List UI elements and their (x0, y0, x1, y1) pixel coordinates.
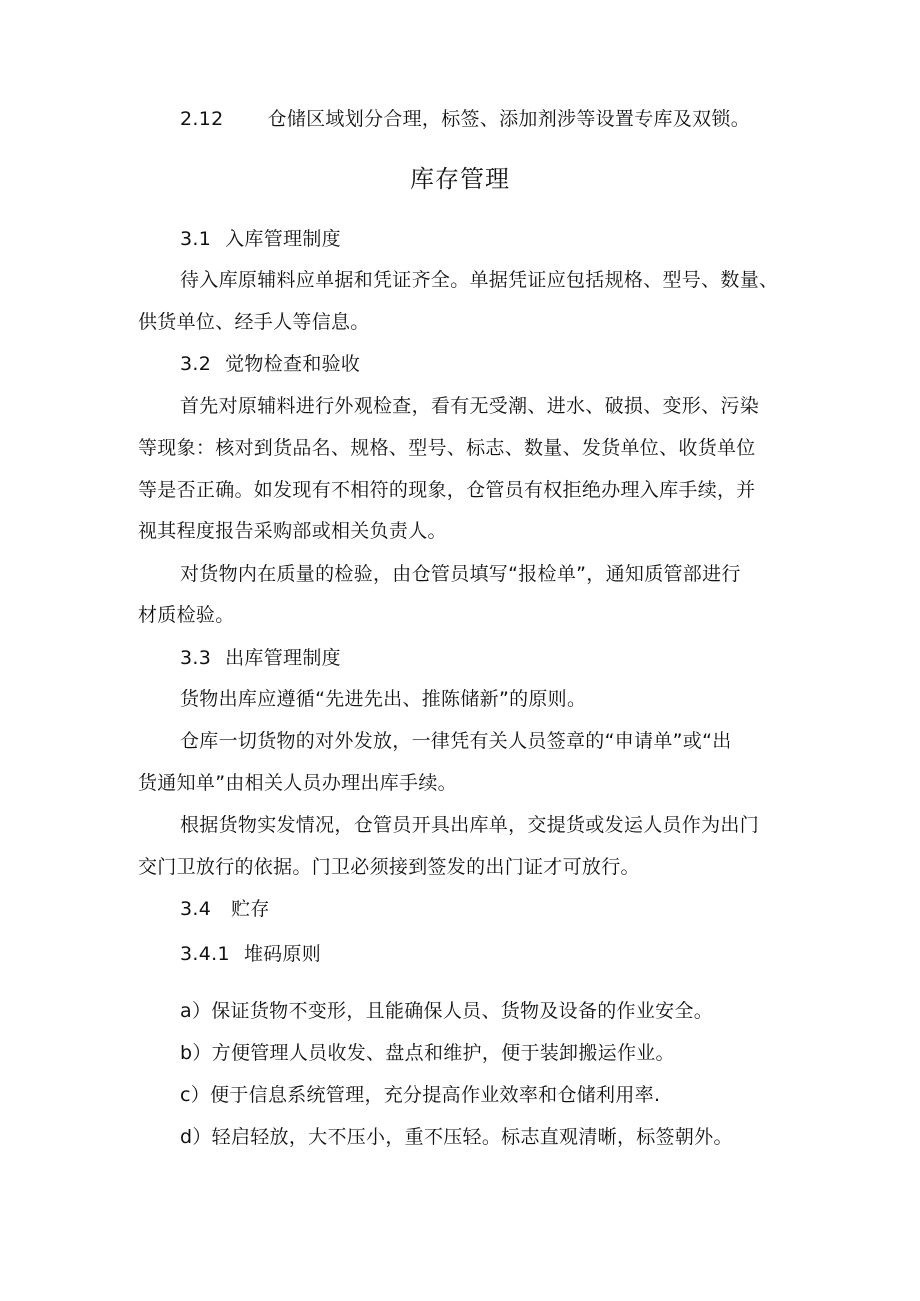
list-item: b）方便管理人员收发、盘点和维护，便于装卸搬运作业。 (180, 1042, 675, 1064)
paragraph-line: 货物出库应遵循“先进先出、推陈储新”的原则。 (180, 688, 587, 710)
list-item: c）便于信息系统管理，充分提高作业效率和仓储利用率. (180, 1084, 661, 1106)
clause-2-12 (180, 107, 750, 131)
section-title: 库存管理 (410, 165, 510, 193)
paragraph-line: 待入库原辅料应单据和凭证齐全。单据凭证应包括规格、型号、数量、 (180, 269, 779, 291)
heading-3-2 (180, 352, 360, 376)
heading-text: 觉物检查和验收 (225, 353, 361, 375)
paragraph-line: 供货单位、经手人等信息。 (138, 311, 370, 333)
heading-3-1 (180, 227, 341, 251)
paragraph-line: 材质检验。 (138, 604, 235, 626)
heading-text: 出库管理制度 (225, 647, 341, 669)
paragraph-line: 等现象：核对到货品名、规格、型号、标志、数量、发货单位、收货单位 (138, 437, 756, 459)
paragraph-line: 等是否正确。如发现有不相符的现象，仓管员有权拒绝办理入库手续，并 (138, 479, 756, 501)
heading-number: 3.1 (180, 228, 212, 250)
paragraph-line: 对货物内在质量的检验，由仓管员填写“报检单”，通知质管部进行 (180, 563, 741, 585)
clause-text: 仓储区域划分合理，标签、添加剂涉等设置专库及双锁。 (267, 108, 751, 130)
heading-3-4-1 (180, 942, 321, 966)
heading-number: 3.4 (180, 898, 212, 920)
heading-3-3 (180, 646, 341, 670)
list-item: a）保证货物不变形，且能确保人员、货物及设备的作业安全。 (180, 1000, 714, 1022)
paragraph-line: 视其程度报告采购部或相关负责人。 (138, 520, 447, 542)
heading-3-4 (180, 897, 270, 921)
list-item: d）轻启轻放，大不压小，重不压轻。标志直观清晰，标签朝外。 (180, 1126, 733, 1148)
paragraph-line: 根据货物实发情况，仓管员开具出库单，交提货或发运人员作为出门 (180, 814, 760, 836)
paragraph-line: 交门卫放行的依据。门卫必须接到签发的出门证才可放行。 (138, 856, 640, 878)
heading-number: 3.2 (180, 353, 212, 375)
clause-number: 2.12 (180, 108, 224, 130)
paragraph-line: 货通知单”由相关人员办理出库手续。 (138, 772, 457, 794)
heading-text: 堆码原则 (243, 943, 322, 965)
paragraph-line: 首先对原辅料进行外观检查，看有无受潮、进水、破损、变形、污染 (180, 395, 760, 417)
heading-text: 入库管理制度 (225, 228, 341, 250)
paragraph-line: 仓库一切货物的对外发放，一律凭有关人员签章的“申请单”或“出 (180, 730, 732, 752)
heading-number: 3.4.1 (180, 943, 230, 965)
heading-text: 贮存 (231, 898, 270, 920)
heading-number: 3.3 (180, 647, 212, 669)
